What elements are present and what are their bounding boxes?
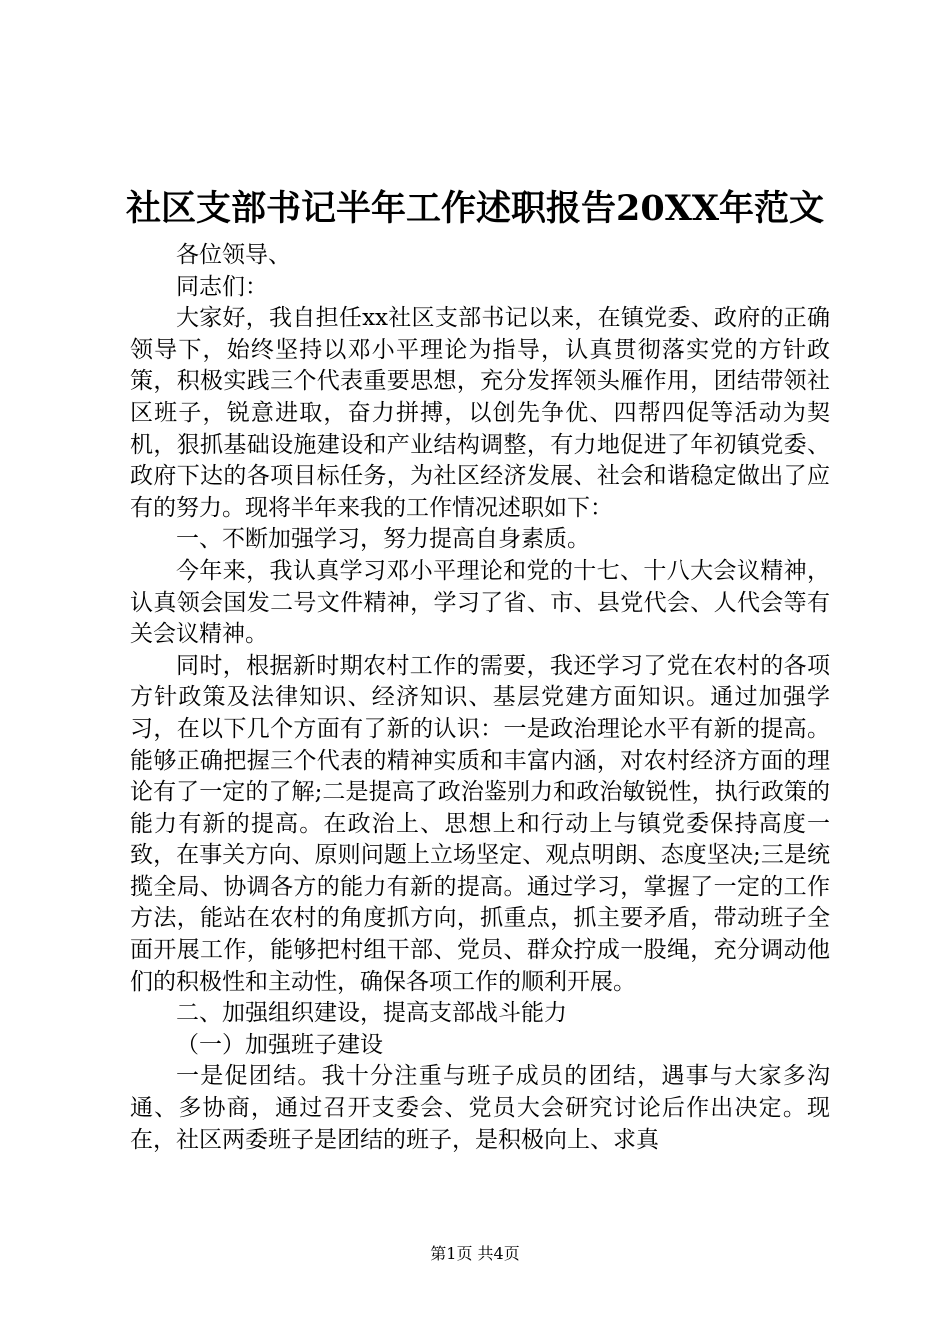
section-heading-1: 一、不断加强学习，努力提高自身素质。 (176, 526, 590, 553)
salutation-comrades: 同志们： (176, 273, 268, 300)
salutation-leaders: 各位领导、 (176, 242, 291, 268)
page-footer: 第1页 共4页 (430, 1244, 520, 1263)
section-heading-2: 二、加强组织建设，提高支部战斗能力 (176, 1000, 567, 1027)
paragraph-study: 今年来，我认真学习邓小平理论和党的十七、十八大会议精神，认真领会国发二号文件精神，学习了省、市、县党代会、人代会等有关会议精神。 (130, 557, 830, 648)
paragraph-unity: 一是促团结。我十分注重与班子成员的团结，遇事与大家多沟通、多协商，通过召开支委会、党员大会研究讨论后作出决定。现在，社区两委班子是团结的班子，是积极向上、求真 (130, 1063, 830, 1153)
document-body (130, 240, 830, 1156)
paragraph-study-results: 同时，根据新时期农村工作的需要，我还学习了党在农村的各项方针政策及法律知识、经济知识、基层党建方面知识。通过加强学习，在以下几个方面有了新的认识：一是政治理论水平有新的提高。能够正确把握三个代表的精神实质和丰富内涵，对农村经济方面的理论有了一定的了解;二是提高了政治鉴别力和政治敏锐性，执行政策的能力有新的提高。在政治上、思想上和行动上与镇党委保持高度一致，在事关方向、原则问题上立场坚定、观点明朗、态度坚决;三是统揽全局、协调各方的能力有新的提高。通过学习，掌握了一定的工作方法，能站在农村的角度抓方向，抓重点，抓主要矛盾，带动班子全面开展工作，能够把村组干部、党员、群众拧成一股绳，充分调动他们的积极性和主动性，确保各项工作的顺利开展。 (130, 652, 830, 995)
document-title: 社区支部书记半年工作述职报告20XX年范文 (125, 188, 825, 229)
paragraph-intro: 大家好，我自担任xx社区支部书记以来，在镇党委、政府的正确领导下，始终坚持以邓小平理论为指导，认真贯彻落实党的方针政策，积极实践三个代表重要思想，充分发挥领头雁作用，团结带领社区班子，锐意进取，奋力拼搏，以创先争优、四帮四促等活动为契机，狠抓基础设施建设和产业结构调整，有力地促进了年初镇党委、政府下达的各项目标任务，为社区经济发展、社会和谐稳定做出了应有的努力。现将半年来我的工作情况述职如下： (130, 305, 830, 521)
subsection-heading-1: （一）加强班子建设 (176, 1031, 383, 1058)
